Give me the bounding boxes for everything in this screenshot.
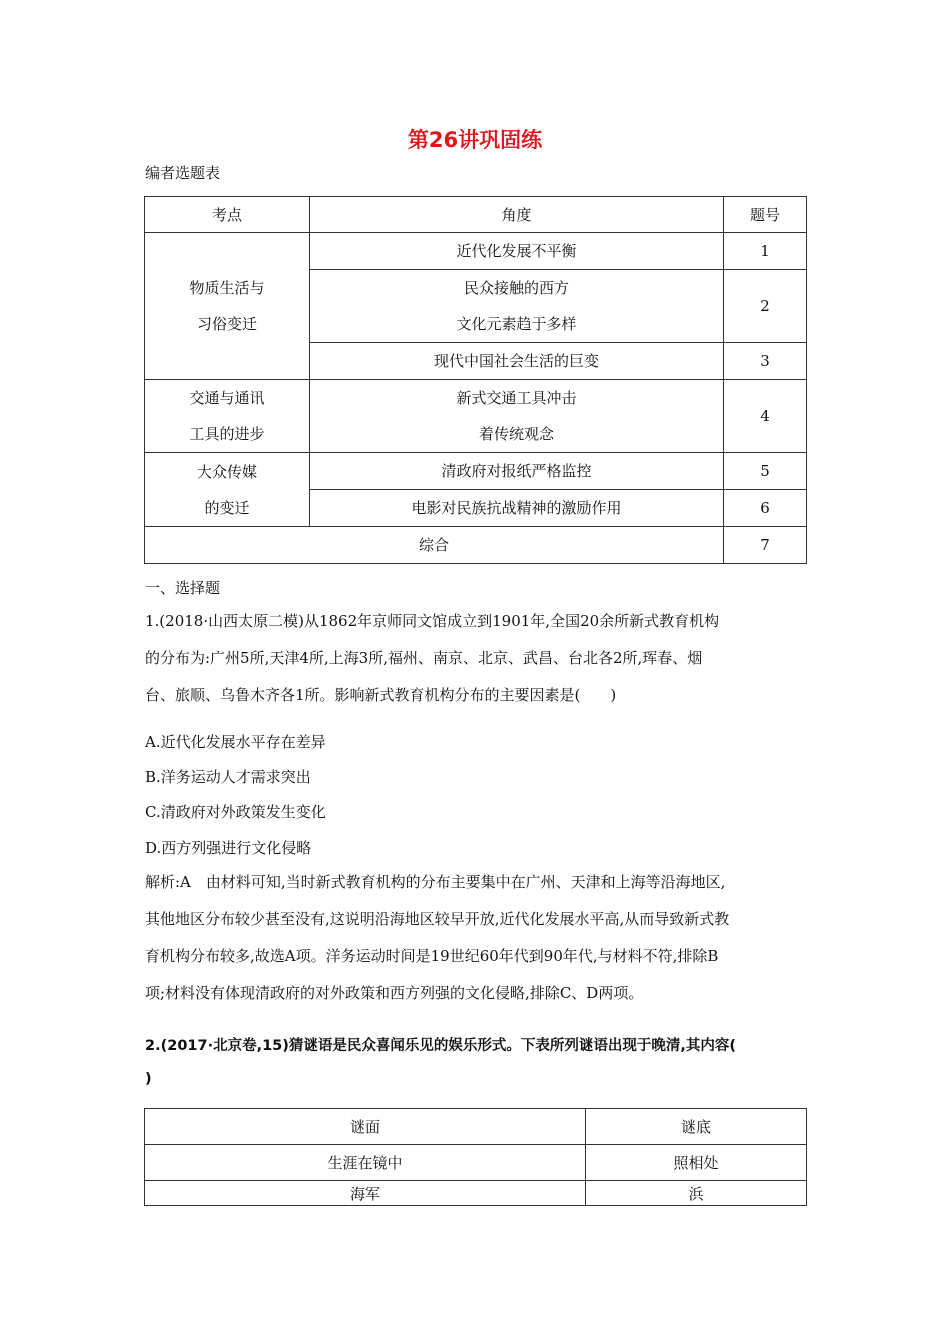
summary-label: 综合 [418, 536, 449, 554]
page-title: 第26讲巩固练 [407, 128, 543, 152]
angle-cell [310, 380, 724, 453]
number-cell: 1 [724, 233, 807, 270]
number-cell: 6 [724, 490, 807, 527]
angle-line: 现代中国社会生活的巨变 [433, 352, 599, 370]
angle-line: 民众接触的西方 [463, 279, 569, 297]
stem-line: 台、旅顺、乌鲁木齐各1所。影响新式教育机构分布的主要因素是( ) [145, 686, 617, 704]
analysis-line: 解析:A 由材料可知,当时新式教育机构的分布主要集中在广州、天津和上海等沿海地区, [145, 873, 726, 891]
table-row [145, 233, 807, 270]
stem-line: 的分布为:广州5所,天津4所,上海3所,福州、南京、北京、武昌、台北各2所,珲春、烟 [145, 649, 703, 667]
angle-cell [310, 490, 724, 527]
number-cell: 3 [724, 343, 807, 380]
table-row [145, 1181, 807, 1206]
topic-line: 物质生活与 [189, 279, 265, 297]
topic-line: 工具的进步 [189, 425, 265, 443]
table-row [145, 1145, 807, 1181]
angle-cell [310, 343, 724, 380]
question-2-stem-end: ) [145, 1071, 152, 1087]
angle-line: 清政府对报纸严格监控 [441, 462, 592, 480]
angle-cell [310, 270, 724, 343]
topic-cell [145, 380, 310, 453]
question-2-stem: 2.(2017·北京卷,15)猜谜语是民众喜闻乐见的娱乐形式。下表所列谜语出现于晚清,其内容( [145, 1038, 737, 1054]
summary-cell [145, 527, 724, 564]
angle-line: 着传统观念 [478, 425, 554, 443]
riddle-table [144, 1108, 807, 1206]
angle-line: 文化元素趋于多样 [456, 315, 577, 333]
table-row [145, 380, 807, 453]
angle-line: 近代化发展不平衡 [456, 242, 577, 260]
angle-line: 新式交通工具冲击 [456, 389, 577, 407]
analysis-line: 其他地区分布较少甚至没有,这说明沿海地区较早开放,近代化发展水平高,从而导致新式教 [145, 910, 730, 928]
angle-cell [310, 453, 724, 490]
riddle-cell: 生涯在镜中 [145, 1145, 586, 1181]
topic-cell [145, 453, 310, 527]
number-cell: 7 [724, 527, 807, 564]
topic-line: 交通与通讯 [189, 389, 265, 407]
angle-line: 电影对民族抗战精神的激励作用 [411, 499, 622, 517]
table-caption: 编者选题表 [145, 164, 221, 182]
option-d: D.西方列强进行文化侵略 [145, 839, 312, 857]
option-b: B.洋务运动人才需求突出 [145, 768, 311, 786]
topic-cell [145, 233, 310, 380]
analysis-line: 项;材料没有体现清政府的对外政策和西方列强的文化侵略,排除C、D两项。 [145, 984, 644, 1002]
question-1-stem [145, 603, 807, 714]
riddle-header-row [145, 1109, 807, 1145]
number-cell: 2 [724, 270, 807, 343]
header-angle: 角度 [310, 197, 724, 233]
option-a: A.近代化发展水平存在差异 [145, 733, 326, 751]
header-topic: 考点 [145, 197, 310, 233]
topic-line: 大众传媒 [196, 462, 257, 481]
topic-line: 的变迁 [204, 498, 250, 517]
question-1-analysis [145, 864, 807, 1012]
header-number: 题号 [724, 197, 807, 233]
number-cell: 4 [724, 380, 807, 453]
analysis-line: 育机构分布较多,故选A项。洋务运动时间是19世纪60年代到90年代,与材料不符,排除B [145, 947, 719, 965]
number-cell: 5 [724, 453, 807, 490]
table-header-row [145, 197, 807, 233]
riddle-cell: 海军 [145, 1181, 586, 1206]
topic-table [144, 196, 807, 564]
table-row-summary [145, 527, 807, 564]
header-riddle: 谜面 [145, 1109, 586, 1145]
header-answer: 谜底 [586, 1109, 807, 1145]
answer-cell: 浜 [586, 1181, 807, 1206]
topic-line: 习俗变迁 [196, 315, 257, 333]
table-row [145, 453, 807, 490]
answer-cell: 照相处 [586, 1145, 807, 1181]
section-heading: 一、选择题 [145, 579, 221, 597]
option-c: C.清政府对外政策发生变化 [145, 803, 326, 821]
angle-cell [310, 233, 724, 270]
stem-line: 1.(2018·山西太原二模)从1862年京师同文馆成立到1901年,全国20余所新式教育机构 [145, 612, 720, 630]
